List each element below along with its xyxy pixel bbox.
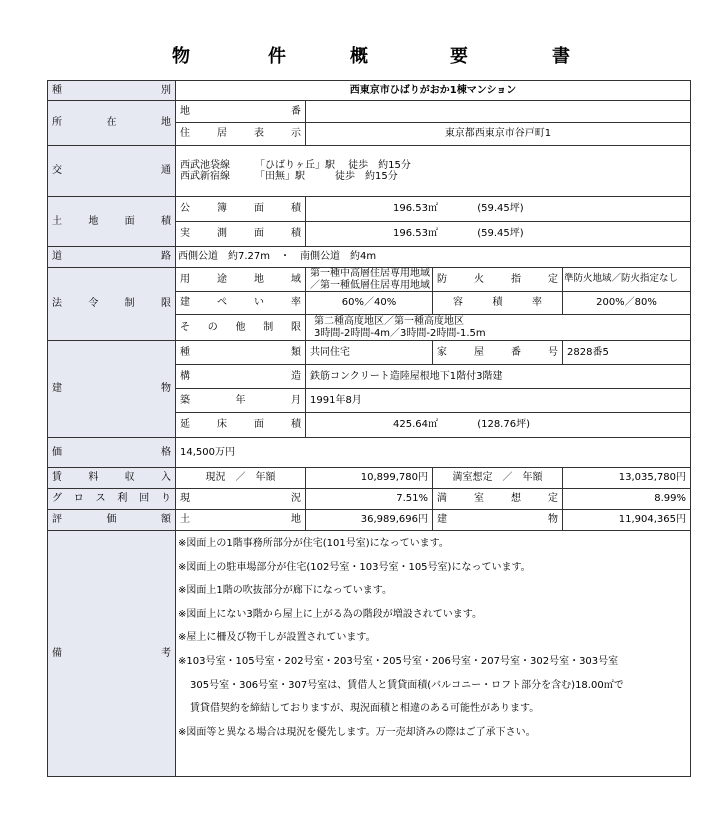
label-building: 建 物 (48, 341, 176, 438)
remark-item: 賃貸借契約を締結しておりますが、現況面積と相違のある可能性があります。 (190, 703, 540, 715)
value-use-district (306, 268, 433, 292)
floor-area-tsubo: (128.76坪) (477, 419, 530, 431)
label-structure: 構 造 (176, 365, 306, 389)
label-income: 賃 料 収 入 (48, 468, 176, 489)
value-house-number: 2828番5 (563, 341, 691, 365)
traffic-line: 西武新宿線 「田無」駅 徒歩 約15分 (180, 171, 398, 182)
label-valuation-land: 土 地 (176, 510, 306, 531)
label-price: 価 格 (48, 438, 176, 468)
value-valuation-land: 36,989,696円 (306, 510, 433, 531)
value-floor-area (306, 413, 691, 438)
value-built: 1991年8月 (306, 389, 691, 413)
document-title (0, 42, 717, 72)
use-district-line: 第一種中高層住居専用地域 (310, 268, 430, 279)
label-location: 所 在 地 (48, 101, 176, 146)
label-other-restrictions: そ の 他 制 限 (176, 315, 306, 341)
remark-item: ※図面上にない3階から屋上に上がる為の階段が増設されています。 (178, 608, 482, 620)
other-restriction-line: 第二種高度地区／第一種高度地区 (314, 316, 464, 327)
remark-item: ※屋上に柵及び物干しが設置されています。 (178, 632, 376, 644)
label-built: 築 年 月 (176, 389, 306, 413)
floor-area-sqm: 425.64㎡ (393, 419, 438, 431)
label-regulation: 法 令 制 限 (48, 268, 176, 341)
use-district-line: ／第一種低層住居専用地域 (310, 279, 430, 291)
title-char: 件 (268, 46, 286, 67)
value-bcr: 60%／40% (306, 292, 433, 315)
value-income-full: 13,035,780円 (563, 468, 691, 489)
value-chiban (306, 101, 691, 123)
value-yield-full: 8.99% (563, 489, 691, 510)
registered-area-tsubo: (59.45坪) (477, 203, 524, 215)
remark-item: 305号室・306号室・307号室は、賃借人と賃貸面積(バルコニー・ロフト部分を含む)18.00㎡で (190, 679, 624, 691)
row-land-registered (48, 197, 691, 222)
label-land-area: 土 地 面 積 (48, 197, 176, 247)
value-price: 14,500万円 (176, 438, 691, 468)
label-house-number: 家 屋 番 号 (433, 341, 563, 365)
value-income-current: 10,899,780円 (306, 468, 433, 489)
label-income-full: 満室想定 ／ 年額 (433, 468, 563, 489)
row-road (48, 247, 691, 268)
label-chiban: 地 番 (176, 101, 306, 123)
row-remarks (48, 531, 691, 777)
value-building-kind: 共同住宅 (306, 341, 433, 365)
row-location-chiban (48, 101, 691, 123)
row-building-kind (48, 341, 691, 365)
label-floor-area: 延 床 面 積 (176, 413, 306, 438)
remarks-list (176, 531, 691, 777)
measured-area-tsubo: (59.45坪) (477, 228, 524, 240)
value-address: 東京都西東京市谷戸町1 (306, 123, 691, 146)
label-registered-area: 公 簿 面 積 (176, 197, 306, 222)
value-measured-area (306, 222, 691, 247)
value-other-restrictions (306, 315, 691, 341)
label-remarks: 備 考 (48, 531, 176, 777)
row-price (48, 438, 691, 468)
label-measured-area: 実 測 面 積 (176, 222, 306, 247)
measured-area-sqm: 196.53㎡ (393, 228, 438, 240)
property-summary-table (47, 80, 691, 777)
label-address: 住 居 表 示 (176, 123, 306, 146)
value-valuation-building: 11,904,365円 (563, 510, 691, 531)
traffic-line: 西武池袋線 「ひばりヶ丘」駅 徒歩 約15分 (180, 159, 411, 171)
label-valuation-building: 建 物 (433, 510, 563, 531)
other-restriction-line: 3時間-2時間-4m／3時間-2時間-1.5m (314, 327, 486, 339)
label-valuation: 評 価 額 (48, 510, 176, 531)
row-yield (48, 489, 691, 510)
title-char: 要 (450, 46, 468, 67)
row-traffic (48, 146, 691, 197)
remark-item: ※103号室・105号室・202号室・203号室・205号室・206号室・207号室・302号室・303号室 (178, 655, 619, 667)
remark-item: ※図面上1階の吹抜部分が廊下になっています。 (178, 585, 392, 597)
label-yield-current: 現 況 (176, 489, 306, 510)
value-yield-current: 7.51% (306, 489, 433, 510)
remark-item: ※図面等と異なる場合は現況を優先します。万一売却済みの際はご了承下さい。 (178, 726, 536, 738)
label-road: 道 路 (48, 247, 176, 268)
label-type: 種 別 (48, 81, 176, 101)
value-registered-area (306, 197, 691, 222)
title-char: 書 (552, 46, 570, 67)
row-use-district (48, 268, 691, 292)
label-far: 容 積 率 (433, 292, 563, 315)
row-valuation (48, 510, 691, 531)
title-char: 概 (350, 46, 368, 67)
registered-area-sqm: 196.53㎡ (393, 203, 438, 215)
label-traffic: 交 通 (48, 146, 176, 197)
remark-item: ※図面上の駐車場部分が住宅(102号室・103号室・105号室)になっています。 (178, 561, 531, 573)
label-yield: グロス利回り (48, 489, 176, 510)
label-fire: 防 火 指 定 (433, 268, 563, 292)
property-name: 西東京市ひばりがおか1棟マンション (176, 81, 691, 101)
label-building-kind: 種 類 (176, 341, 306, 365)
label-use-district: 用 途 地 域 (176, 268, 306, 292)
remark-item: ※図面上の1階事務所部分が住宅(101号室)になっています。 (178, 538, 449, 549)
value-road: 西側公道 約7.27m ・ 南側公道 約4m (176, 247, 691, 268)
value-structure: 鉄筋コンクリート造陸屋根地下1階付3階建 (306, 365, 691, 389)
label-yield-full: 満 室 想 定 (433, 489, 563, 510)
label-income-current: 現況 ／ 年額 (176, 468, 306, 489)
label-bcr: 建 ぺ い 率 (176, 292, 306, 315)
value-fire: 準防火地域／防火指定なし (563, 268, 691, 292)
row-income (48, 468, 691, 489)
value-far: 200%／80% (563, 292, 691, 315)
row-type (48, 81, 691, 101)
value-traffic (176, 146, 691, 197)
title-char: 物 (172, 46, 190, 67)
